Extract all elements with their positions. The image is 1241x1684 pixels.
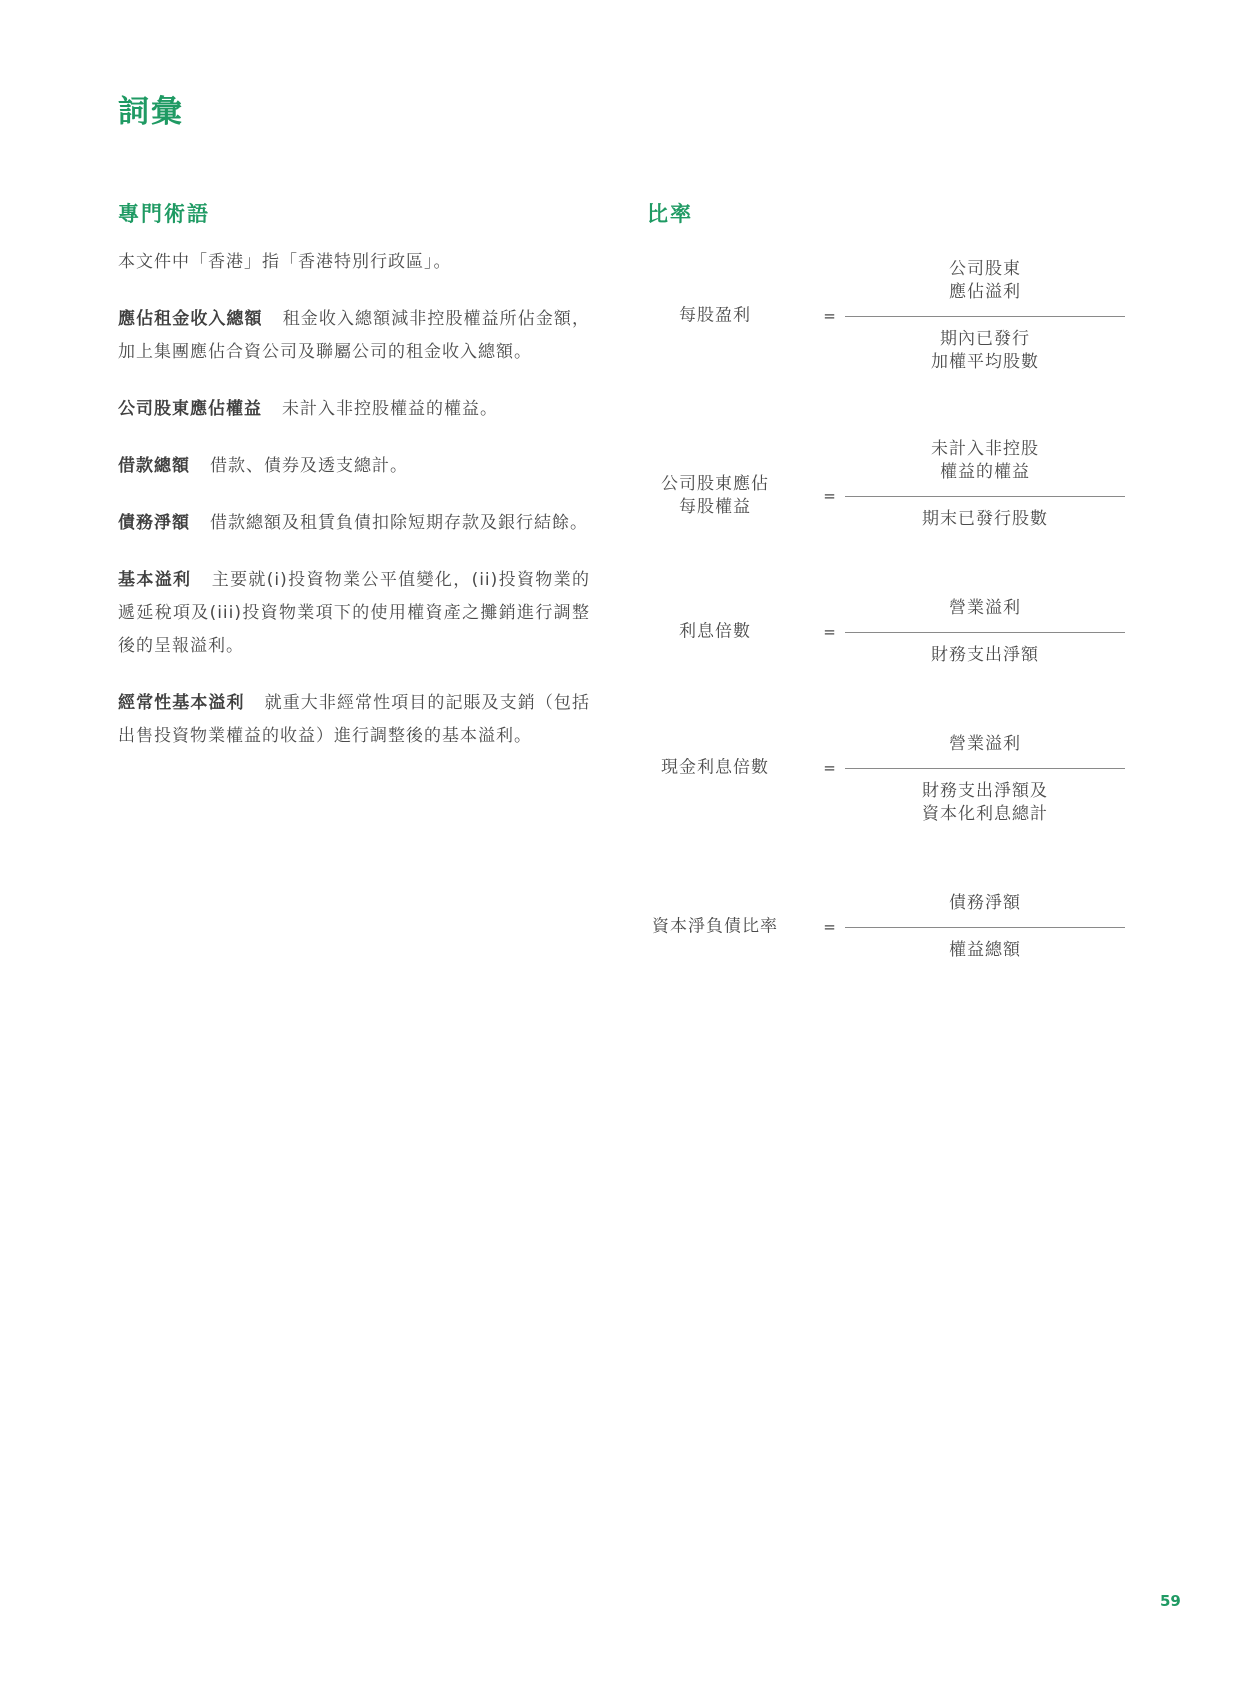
- term-name: 公司股東應佔權益: [118, 399, 262, 419]
- term-item: [118, 393, 590, 426]
- term-item: [118, 564, 590, 663]
- page-number: 59: [1160, 1592, 1181, 1610]
- terms-section-title: 專門術語: [118, 202, 210, 226]
- ratio-name: 利息倍數: [679, 621, 751, 642]
- fraction-line: [845, 632, 1125, 633]
- term-definition: 未計入非控股權益的權益。: [282, 399, 498, 419]
- term-name: 應佔租金收入總額: [118, 309, 263, 329]
- ratio-name: 現金利息倍數: [661, 757, 769, 778]
- ratio-denominator: 期內已發行 加權平均股數: [931, 329, 1039, 372]
- fraction-line: [845, 496, 1125, 497]
- term-definition: 借款總額及租賃負債扣除短期存款及銀行結餘。: [210, 513, 588, 533]
- ratio-numerator: 營業溢利: [949, 598, 1021, 618]
- ratios-section-title: 比率: [647, 202, 693, 226]
- ratio-name: 公司股東應佔 每股權益: [661, 474, 769, 517]
- terms-intro: 本文件中「香港」指「香港特別行政區」。: [118, 252, 452, 272]
- term-item: [118, 687, 590, 753]
- term-item: [118, 507, 590, 540]
- ratio-numerator: 營業溢利: [949, 734, 1021, 754]
- equals-sign: =: [823, 759, 837, 777]
- term-definition: 主要就(i)投資物業公平值變化，(ii)投資物業的遞延稅項及(iii)投資物業項下的使用權資產之攤銷進行調整後的呈報溢利。: [118, 570, 591, 656]
- term-item: [118, 450, 590, 483]
- term-definition: 借款、債券及透支總計。: [210, 456, 408, 476]
- equals-sign: =: [823, 307, 837, 325]
- equals-sign: =: [823, 623, 837, 641]
- term-name: 基本溢利: [118, 570, 192, 590]
- ratio-denominator: 財務支出淨額: [931, 645, 1039, 665]
- terms-list: [118, 246, 590, 777]
- fraction-line: [845, 768, 1125, 769]
- ratio-numerator: 債務淨額: [949, 893, 1021, 913]
- term-name: 借款總額: [118, 456, 190, 476]
- ratio-numerator: 未計入非控股 權益的權益: [931, 439, 1039, 482]
- ratio-numerator: 公司股東 應佔溢利: [949, 259, 1021, 302]
- ratio-denominator: 期末已發行股數: [922, 509, 1048, 529]
- term-name: 債務淨額: [118, 513, 190, 533]
- term-definition: 租金收入總額減非控股權益所佔金額，加上集團應佔合資公司及聯屬公司的租金收入總額。: [118, 309, 590, 362]
- page-title: 詞彙: [118, 94, 184, 130]
- ratio-name: 每股盈利: [679, 305, 751, 326]
- equals-sign: =: [823, 487, 837, 505]
- ratio-name: 資本淨負債比率: [652, 916, 778, 937]
- fraction-line: [845, 927, 1125, 928]
- term-definition: 就重大非經常性項目的記賬及支銷（包括出售投資物業權益的收益）進行調整後的基本溢利。: [118, 693, 591, 746]
- term-item: [118, 303, 590, 369]
- ratio-denominator: 權益總額: [949, 940, 1021, 960]
- term-name: 經常性基本溢利: [118, 693, 245, 713]
- ratio-denominator: 財務支出淨額及 資本化利息總計: [922, 781, 1048, 824]
- fraction-line: [845, 316, 1125, 317]
- equals-sign: =: [823, 918, 837, 936]
